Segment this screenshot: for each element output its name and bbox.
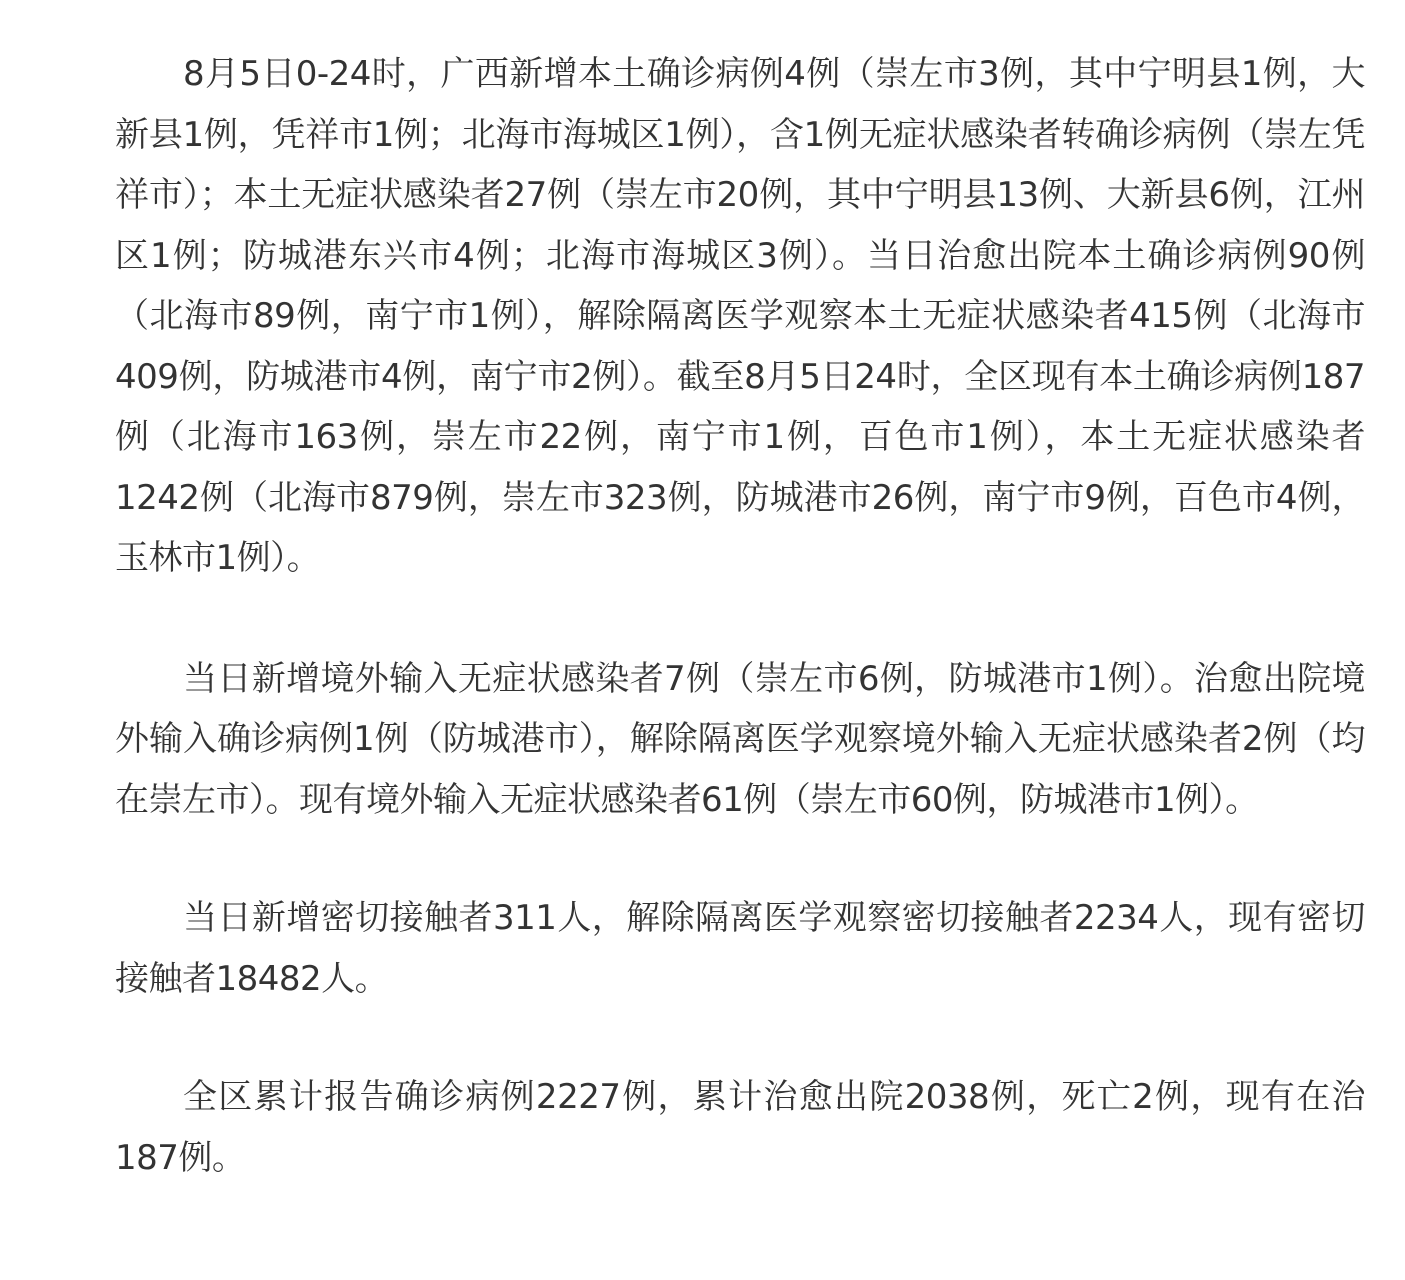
paragraph-cumulative-totals: 全区累计报告确诊病例2227例，累计治愈出院2038例，死亡2例，现有在治187例。	[115, 1077, 1365, 1178]
article-body	[115, 44, 1365, 1188]
paragraph-imported-cases: 当日新增境外输入无症状感染者7例（崇左市6例，防城港市1例）。治愈出院境外输入确诊病例1例（防城港市），解除隔离医学观察境外输入无症状感染者2例（均在崇左市）。现有境外输入无症状感染者61例（崇左市60例，防城港市1例）。	[115, 658, 1365, 820]
paragraph-local-cases: 8月5日0-24时，广西新增本土确诊病例4例（崇左市3例，其中宁明县1例，大新县1例，凭祥市1例；北海市海城区1例），含1例无症状感染者转确诊病例（崇左凭祥市）；本土无症状感染者27例（崇左市20例，其中宁明县13例、大新县6例，江州区1例；防城港东兴市4例；北海市海城区3例）。当日治愈出院本土确诊病例90例（北海市89例，南宁市1例），解除隔离医学观察本土无症状感染者415例（北海市409例，防城港市4例，南宁市2例）。截至8月5日24时，全区现有本土确诊病例187例（北海市163例，崇左市22例，南宁市1例，百色市1例），本土无症状感染者1242例（北海市879例，崇左市323例，防城港市26例，南宁市9例，百色市4例，玉林市1例）。	[115, 54, 1365, 578]
paragraph-close-contacts: 当日新增密切接触者311人，解除隔离医学观察密切接触者2234人，现有密切接触者18482人。	[115, 898, 1365, 999]
